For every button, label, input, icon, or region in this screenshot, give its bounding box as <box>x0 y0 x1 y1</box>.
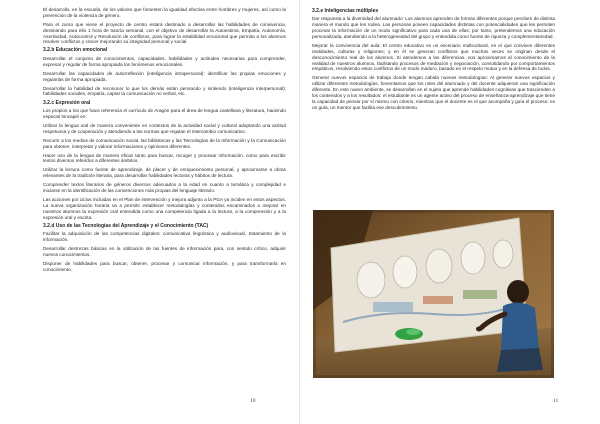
body-paragraph: Comprender textos literarios de géneros diversos adecuados a la edad en cuanto a temática y complejidad e iniciarse en la identificación de las convenciones más propias del lenguaje literario. <box>43 182 286 194</box>
body-paragraph: Generar nuevos espacios de trabajo donde tengan cabida nuevas metodologías: Al generar nuevos espacios y utilizar diferentes metodologías, fomentamos que los roles del alumnado y del docente adquieran una significación diferente. En este nuevo ambiente, se desarrollan en el sujeto que aprende habilidades cognitivas que trascienden a los contenidos y a los resultados: el estudiante es un agente activo del proceso de enseñanza-aprendizaje que tiene la capacidad de pensar por sí mismo con criterio, mientras que el docente es el que acompaña y guía el proceso: es un guía, un mentor que facilita ese descubrimiento. <box>312 75 555 110</box>
classroom-photo <box>313 210 554 378</box>
body-paragraph: Mejorar la convivencia del aula: El centro educativo es un escenario multicultural, en el que conviven diferentes realidades, culturas y religiones; y en él se generan conflictos que muchas veces se originan desde el desconocimiento real de los alumnos. Si atendemos a las diferencias, nos aproximamos al conocimiento de la realidad de nuestros alumnos, facilitando procesos de mediación y negociación, consolidando por comportamientos empáticos, resolviendo estos conflictos de un modo maduro, basado en el respeto mutuo y en la defensa de todos. <box>312 43 555 72</box>
body-paragraph: Utilizar la lectura como fuente de aprendizaje, de placer y de enriquecimiento personal, y aproximarse a obras relevantes de la tradición literaria, para desarrollar habilidades lectoras y hábitos de lectura. <box>43 167 286 179</box>
body-paragraph: Utilizar la lengua oral de manera conveniente en contextos de la actividad social y cultural adoptando una actitud respetuosa y de cooperación y atendiendo a las normas que regulan el intercambio comunicativo. <box>43 122 286 134</box>
section-heading: 3.2.e Inteligencias múltiples <box>312 8 379 14</box>
right-page <box>300 0 600 424</box>
body-paragraph: Desarrollar la habilidad de reconocer lo que los demás están pensando y sintiendo (inteligencia interpersonal): habilidades sociales, empatía, captar la comunicación no verbal, etc. <box>43 85 286 97</box>
body-paragraph: Desarrollar el conjunto de conocimientos, capacidades, habilidades y actitudes necesarias para comprender, expresar y regular de forma apropiada los fenómenos emocionales. <box>43 55 286 67</box>
body-paragraph: Hacer uso de la lengua de manera eficaz tanto para buscar, recoger y procesar información, como para escribir textos diversos referidos a diferentes ámbitos. <box>43 152 286 164</box>
classroom-photo-image <box>313 210 554 378</box>
body-paragraph: Los propios a los que hace referencia el currículo de Aragón para el área de lengua castellana y literatura, haciendo especial hincapié en: <box>43 107 286 119</box>
left-page-text <box>43 7 286 273</box>
body-paragraph: Recurrir a los medios de comunicación social, las bibliotecas y las Tecnologías de la Información y la Comunicación para obtener, interpretar y valorar informaciones y opiniones diferentes. <box>43 137 286 149</box>
section-heading: 3.2.b Educación emocional <box>43 47 108 54</box>
section-heading: 3.2.d Uso de las Tecnologías del Aprendizaje y el Conocimiento (TAC) <box>43 222 209 229</box>
body-paragraph: Las acciones por ciclos incluidas en el Plan de intervención y mejora adjunto a la PGA ya inciden en estos aspectos. La nueva organización horaria va a permitir establecer metodologías y contenidos encaminados a mejorar en nuestros alumnos la expresión oral entendida como una competencia ligada a la lectura, a la comprensión y a la expresión oral y escrita. <box>43 197 286 220</box>
body-paragraph: Dar respuesta a la diversidad del alumnado: Los alumnos aprenden de formas diferentes porque perciben de distinta manera el mundo que les rodea. Las personas poseen capacidades distintas con potencialidades que les permiten procesar la información de un modo significativo para cada una de ellas; por tanto, pretendemos una educación personalizada, atendiendo a la heterogeneidad del grupo y entendida como fuente de riqueza y complementariedad. <box>312 16 555 39</box>
right-page-text <box>312 9 555 110</box>
body-paragraph: Desarrollar destrezas básicas en la utilización de las fuentes de información para, con sentido crítico, adquirir nuevos conocimientos. <box>43 246 286 257</box>
page-number-left: 10 <box>250 398 256 404</box>
body-paragraph: Disponer de habilidades para buscar, obtener, procesar y comunicar información, y para transformarla en conocimiento. <box>43 260 286 272</box>
page-number-right: 11 <box>553 398 559 404</box>
body-paragraph: Desarrollar las capacidades de autorreflexión (inteligencia intrapersonal): identificar las propias emociones y regularlas de forma apropiada. <box>43 70 286 82</box>
section-heading: 3.2.c Expresión oral <box>43 99 91 106</box>
body-paragraph: Facilitar la adquisición de las competencias digitales: comunicativa lingüística y audiovisual, tratamiento de la información. <box>43 231 286 243</box>
body-paragraph: El desarrollo, en la escuela, de los valores que fomenten la igualdad efectiva entre hombres y mujeres, así como la prevención de la violencia de género. <box>43 7 286 18</box>
body-paragraph: Para el curso que viene el proyecto de centro estará destinado a desarrollar las habilidades de convivencia, destinando para ello 1 hora de tutoría semanal, con el objetivo de desarrollar la Autoestima, Empatía, Autonomía, Asertividad, Autocontrol y Resolución de conflictos, para lograr la estabilidad emocional que permita a los alumnos resolver conflictos y crecer mejorando su integridad personal y social. <box>43 21 286 45</box>
